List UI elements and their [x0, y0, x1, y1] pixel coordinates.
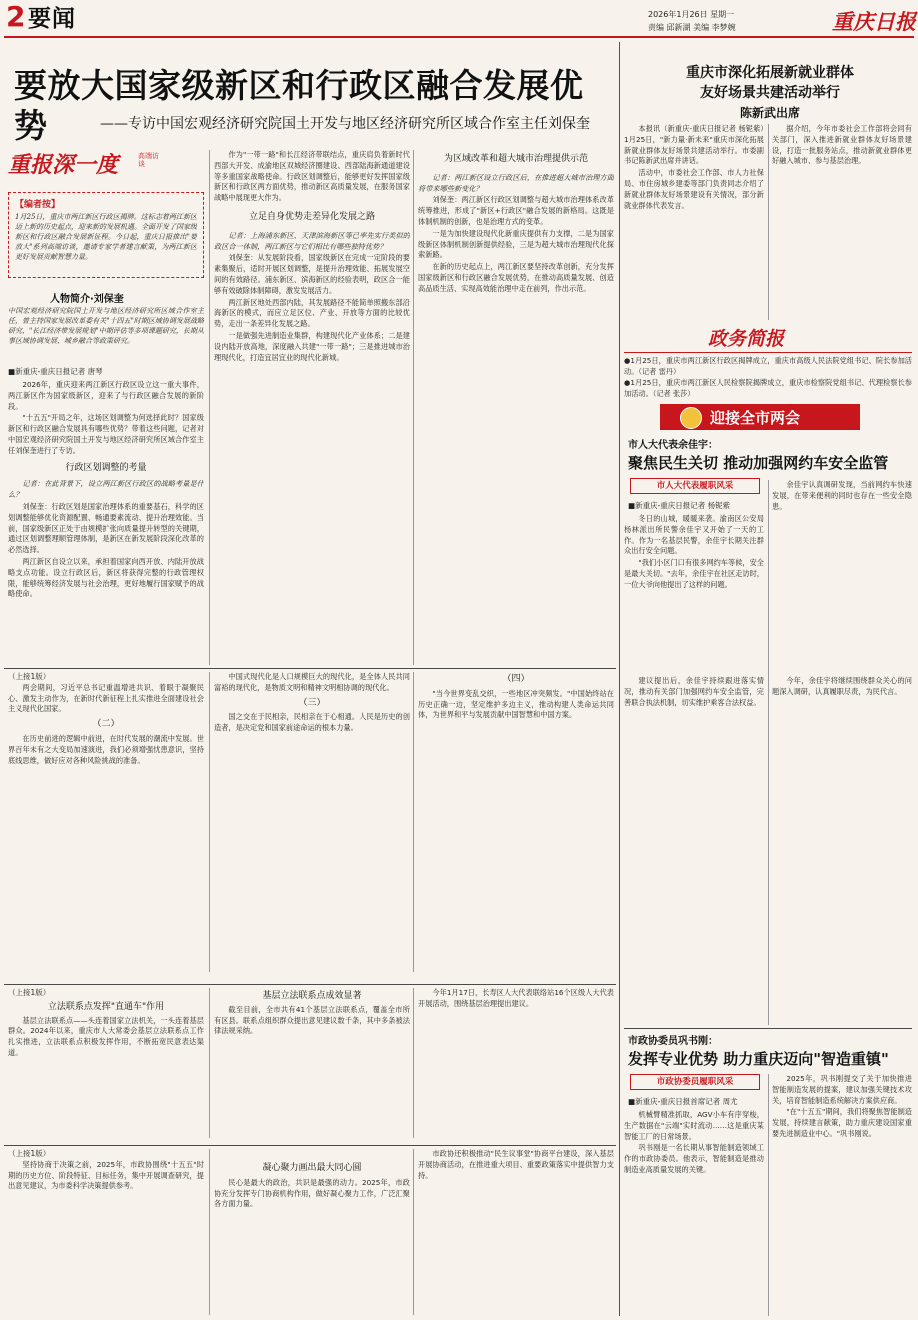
lead-paragraph: 刘保奎：从发展阶段看，国家级新区在完成一定阶段的要素集聚后，适时开展区划调整，是提升治理效能、拓展发展空间的有效路径。浦东新区、滨海新区的经验表明，政区合一能够有效破除体制障碍，激发发展活力。 — [214, 253, 410, 295]
series-logo — [8, 146, 188, 180]
column-rule — [413, 150, 414, 665]
column-rule — [619, 42, 620, 1316]
lead-body-col2 — [214, 150, 410, 665]
story3-kicker: 市政协委员巩书刚： — [628, 1036, 718, 1047]
column-rule — [209, 672, 210, 972]
third-block-col3 — [418, 988, 614, 1138]
politics-brief-text: 政务简报 — [708, 328, 785, 350]
third-title: 立法联系点发挥"直通车"作用 — [47, 1001, 165, 1012]
second-block-col2 — [214, 672, 410, 972]
story3-paragraph: "在"十五五"期间，我们将聚焦智能制造发展，持续建言献策，助力重庆建设国家重要先进制造业中心。"巩书刚说。 — [772, 1107, 912, 1138]
politics-item: ●1月25日，重庆市两江新区人民检察院揭牌成立，重庆市检察院党组书记、代理检察长参加活动。（记者 张莎） — [624, 378, 912, 398]
second-paragraph: "当今世界变乱交织，一些地区冲突频发。"中国始终站在历史正确一边，坚定维护多边主义，推动构建人类命运共同体，为世界和平与发展贡献中国智慧和中国方案。 — [418, 688, 614, 720]
fourth-title: 凝心聚力画出最大同心圆 — [262, 1163, 362, 1173]
second-paragraph: 国之交在于民相亲，民相亲在于心相通。人民是历史的创造者，是决定党和国家前途命运的根本力量。 — [214, 712, 410, 733]
lead-question: 记者：在此背景下，设立两江新区行政区的战略考量是什么？ — [8, 479, 204, 500]
third-paragraph: 今年1月17日，长寿区人大代表联络站16个区级人大代表开展活动，围绕基层治理提出建议。 — [418, 988, 614, 1008]
lead-paragraph: 作为"一带一路"和长江经济带联结点，重庆肩负着新时代西部大开发、成渝地区双城经济圈建设、西部陆海新通道建设等多重国家战略使命。行政区划调整后，能够更好发挥国家级新区和行政区两方面优势，推动新区高质量发展，在服务国家战略中展现更大作为。 — [214, 150, 410, 203]
lead-subhead: 行政区划调整的考量 — [65, 462, 147, 473]
story2-body-col2 — [772, 480, 912, 672]
continued-label: （上接1版） — [8, 672, 51, 681]
lead-paragraph: 一是为加快建设现代化新重庆提供有力支撑，二是为国家级新区体制机制创新提供经验，三是为超大城市治理现代化探索新路。 — [418, 228, 614, 260]
story2-byline: ■新重庆-重庆日报记者 杨铌紫 — [628, 501, 731, 510]
section-divider — [4, 984, 616, 985]
lead-paragraph: 在新的历史起点上，两江新区要坚持改革创新，充分发挥国家级新区和行政区融合发展优势，在推动高质量发展、创造高品质生活、实现高效能治理中走在前列，作出示范。 — [418, 262, 614, 293]
second-block-col1 — [8, 672, 204, 972]
lead-paragraph: "十五五"开局之年，这场区划调整为何选择此时？国家级新区和行政区融合发展具有哪些优势？带着这些问题，记者对中国宏观经济研究院国土开发与地区经济研究所区域合作室主任刘保奎进行了专访。 — [8, 413, 204, 455]
conference-banner-text: 迎接全市两会 — [710, 409, 801, 427]
right-top-headline-1: 重庆市深化拓展新就业群体 — [686, 65, 854, 81]
right-top-paragraph: 据介绍，今年市委社会工作部将会同有关部门，深入推进新就业群体友好场景建设，打造一批服务站点，推动新就业群体更好融入城市、参与基层治理。 — [772, 124, 912, 166]
story3-byline: ■新重庆-重庆日报首席记者 周尤 — [628, 1097, 738, 1106]
section-divider — [4, 1145, 616, 1146]
page-number: 2 — [6, 0, 26, 33]
third-paragraph: 截至目前，全市共有41个基层立法联系点，覆盖全市所有区县。联系点组织群众提出意见建议数千条，其中多条被法律法规采纳。 — [214, 1004, 410, 1036]
right-top-headline-2: 友好场景共建活动举行 — [700, 85, 840, 101]
continued-label: （上接1版） — [8, 1149, 51, 1158]
lead-paragraph: 两江新区自设立以来，承担着国家向西开放、内陆开放战略支点功能。设立行政区后，新区将获得完整的行政管理权限，能够统筹经济发展与社会治理，更好地履行国家赋予的战略使命。 — [8, 556, 204, 599]
second-paragraph: 在历史前进的逻辑中前进，在时代发展的潮流中发展。世界百年未有之大变局加速演进，我们必须增强忧患意识，坚持底线思维，做好应对各种风险挑战的准备。 — [8, 733, 204, 765]
right-top-body-col2 — [772, 124, 912, 320]
story2-body-col1b — [624, 676, 764, 1022]
lead-paragraph: 2026年，重庆迎来两江新区行政区设立这一重大事件，两江新区作为国家级新区，迎来了与行政区融合发展的新阶段。 — [8, 380, 204, 411]
lead-paragraph: 两江新区地处西部内陆，其发展路径不能简单照搬东部沿海新区的模式，而应立足区位、产业、开放等方面的比较优势，走出一条差异化发展之路。 — [214, 297, 410, 329]
right-top-paragraph: 活动中，市委社会工作部、市人力社保局、市住房城乡建委等部门负责同志介绍了新就业群体友好场景建设有关情况，部分新就业群体代表发言。 — [624, 168, 764, 210]
third-paragraph: 基层立法联系点——头连着国家立法机关，一头连着基层群众。2024年以来，重庆市人大常委会基层立法联系点工作扎实推进，立法联系点积极发挥作用，不断拓宽民意表达渠道。 — [8, 1015, 204, 1057]
profile-text: 中国宏观经济研究院国土开发与地区经济研究所区域合作室主任，曾主持国家发展改革委有关"十四五"时期区域协调发展战略研究、"长江经济带发展规划"中期评估等多项课题研究，长期从事区域协调发展、城乡融合等政策研究。 — [8, 307, 204, 345]
politics-rule — [624, 352, 912, 353]
politics-brief-title — [700, 322, 820, 350]
masthead-editors: 责编 邱新湖 美编 李梦婉 — [648, 23, 736, 32]
story2-headline: 聚焦民生关切 推动加强网约车安全监管 — [628, 454, 889, 472]
column-rule — [209, 1149, 210, 1315]
lead-body-col3 — [418, 150, 614, 665]
lead-body-col1 — [8, 380, 204, 665]
right-top-paragraph: 本报讯（新重庆-重庆日报记者 杨铌紫）1月25日，"新力量·新未来"重庆市深化拓展新就业群体友好场景共建活动举行。市委副书记陈新武出席并讲话。 — [624, 124, 764, 166]
lead-headline: 要放大国家级新区和行政区融合发展优势 — [14, 66, 584, 145]
politics-item: ●1月25日，重庆市两江新区行政区揭牌成立，重庆市高级人民法院党组书记、院长参加活动。（记者 雷丹） — [624, 356, 912, 376]
third-subtitle: 基层立法联系点成效显著 — [262, 991, 362, 1001]
story3-paragraph: 机械臂精准抓取，AGV小车有序穿梭，生产数据在"云端"实时流动……这是重庆某智能工厂的日常场景。 — [624, 1110, 764, 1141]
lead-byline: ■新重庆-重庆日报记者 唐琴 — [8, 367, 103, 376]
profile-title: 人物简介·刘保奎 — [50, 294, 124, 305]
section-divider — [4, 668, 616, 669]
newspaper-logo: 重庆日报 — [832, 9, 916, 34]
column-rule — [413, 1149, 414, 1315]
story2-kicker: 市人大代表余佳宇： — [628, 440, 718, 451]
fourth-paragraph: 坚持协商于决策之前，2025年，市政协围绕"十五五"时期的历史方位、阶段特征、目标任务，集中开展调查研究，提出意见建议，为市委科学决策提供参考。 — [8, 1159, 204, 1191]
column-rule — [413, 988, 414, 1138]
third-block-col2 — [214, 988, 410, 1138]
second-block-col3 — [418, 672, 614, 972]
fourth-paragraph: 民心是最大的政治，共识是最强的动力。2025年，市政协充分发挥专门协商机构作用，做好凝心聚力工作，广泛汇聚各方面力量。 — [214, 1177, 410, 1209]
lead-paragraph: 一是做强先进制造业集群，构建现代化产业体系；二是建设内陆开放高地，深度融入共建"一带一路"；三是推进城市治理现代化，打造宜居宜业的现代化新城。 — [214, 330, 410, 362]
right-top-byline-head: 陈新武出席 — [739, 106, 800, 120]
column-rule — [768, 1074, 769, 1316]
story3-headline: 发挥专业优势 助力重庆迈向"智造重镇" — [628, 1050, 889, 1068]
masthead-date: 2026年1月26日 星期一 — [648, 10, 735, 19]
second-paragraph: 中国式现代化是人口规模巨大的现代化，是全体人民共同富裕的现代化，是物质文明和精神文明相协调的现代化。 — [214, 672, 410, 692]
column-rule — [209, 150, 210, 665]
story2-paragraph: "我们小区门口有很多网约车等候，安全是最大关切。"去年，余佳宇在社区走访时，一位大爷向他提出了这样的问题。 — [624, 558, 764, 589]
lead-paragraph: 刘保奎：两江新区行政区划调整与超大城市治理体系改革统筹推进，形成了"新区+行政区"融合发展的新格局。这既是体制机制的创新，也是治理方式的变革。 — [418, 195, 614, 226]
column-rule — [413, 672, 414, 972]
part-number: （三） — [298, 697, 326, 708]
emblem-icon — [680, 407, 702, 429]
fourth-block-col1 — [8, 1149, 204, 1315]
masthead-rule — [4, 36, 914, 38]
section-divider — [624, 1028, 912, 1029]
lead-subheadline: ——专访中国宏观经济研究院国土开发与地区经济研究所区域合作室主任刘保奎 — [100, 116, 590, 132]
conference-banner — [660, 404, 860, 430]
column-rule — [209, 988, 210, 1138]
fourth-block-col2 — [214, 1149, 410, 1315]
right-top-body-col1 — [624, 124, 764, 320]
lead-subhead: 立足自身优势走差异化发展之路 — [248, 211, 375, 222]
column-rule — [768, 480, 769, 1025]
fourth-block-col3 — [418, 1149, 614, 1315]
story2-paragraph: 冬日的山城，暖暖来袭。渝南区公安局杨林派出所民警余佳宇又开始了一天的工作。作为一名基层民警，余佳宇长期关注群众出行安全问题。 — [624, 514, 764, 556]
lead-paragraph: 刘保奎：行政区划是国家治理体系的重要基石，科学的区划调整能够优化资源配置、畅通要素流动、提升治理效能。当前，国家级新区正处于由规模扩张向质量提升转型的关键期，通过区划调整理顺管理体制，是新区在新发展阶段深化改革的必然选择。 — [8, 501, 204, 555]
lead-subhead: 为区域改革和超大城市治理提供示范 — [443, 154, 588, 164]
continued-label: （上接1版） — [8, 988, 51, 997]
story3-paragraph: 巩书刚是一名长期从事智能制造领域工作的市政协委员。他表示，智能制造是推动制造业高质量发展的关键。 — [624, 1143, 764, 1174]
fourth-paragraph: 市政协还积极推动"民生议事堂"协商平台建设，深入基层开展协商活动，在推进重大项目、重要政策落实中提供智力支持。 — [418, 1149, 614, 1180]
story3-tag: 市政协委员履职风采 — [630, 1074, 760, 1090]
editor-note-text: 1月25日，重庆市两江新区行政区揭牌。这标志着两江新区迈上新的历史起点，迎来新的发展机遇。全面开发了国家级新区和行政区融合发展新征程。今日起，重庆日报推出"要放大"系列高端访谈，邀请专家学者建言献策，为两江新区更好发展贡献智慧力量。 — [15, 213, 197, 261]
story3-body-col2 — [772, 1074, 912, 1316]
column-rule — [768, 124, 769, 320]
story2-paragraph: 今年，余佳宇将继续围绕群众关心的问题深入调研，认真履职尽责，为民代言。 — [772, 676, 912, 696]
part-number: （四） — [502, 674, 530, 684]
series-logo-text: 重报深一度 — [8, 153, 119, 178]
part-number: （二） — [92, 719, 120, 730]
story2-tag: 市人大代表履职风采 — [630, 478, 760, 494]
lead-question: 记者：两江新区设立行政区后，在推进超大城市治理方面将带来哪些新变化？ — [418, 172, 614, 193]
editor-note-label: 【编者按】 — [15, 200, 61, 210]
story2-body-col2b — [772, 676, 912, 1022]
second-paragraph: 两会期间，习近平总书记重温增进共识、着眼于凝聚民心、激发主动作为，在新时代新征程上扎实推进全面建设社会主义现代化国家。 — [8, 682, 204, 714]
story2-paragraph: 建议提出后，余佳宇持续跟进落实情况，推动有关部门加强网约车安全监管，完善联合执法机制，切实维护乘客合法权益。 — [624, 676, 764, 707]
lead-question: 记者：上海浦东新区、天津滨海新区等已率先实行类似的政区合一体制，两江新区与它们相比有哪些独特优势？ — [214, 230, 410, 251]
story3-body-col1 — [624, 1110, 764, 1316]
story2-body-col1 — [624, 514, 764, 672]
story3-paragraph: 2025年，巩书刚提交了关于加快推进智能制造发展的提案，建议加强关键技术攻关，培育智能制造系统解决方案供应商。 — [772, 1074, 912, 1105]
story2-paragraph: 余佳宇认真调研发现，当前网约车快速发展，在带来便利的同时也存在一些安全隐患。 — [772, 480, 912, 511]
series-logo-sub: 高端访谈 — [138, 152, 159, 168]
editor-note — [8, 192, 204, 278]
third-block-col1 — [8, 988, 204, 1138]
section-title: 要闻 — [28, 6, 76, 32]
